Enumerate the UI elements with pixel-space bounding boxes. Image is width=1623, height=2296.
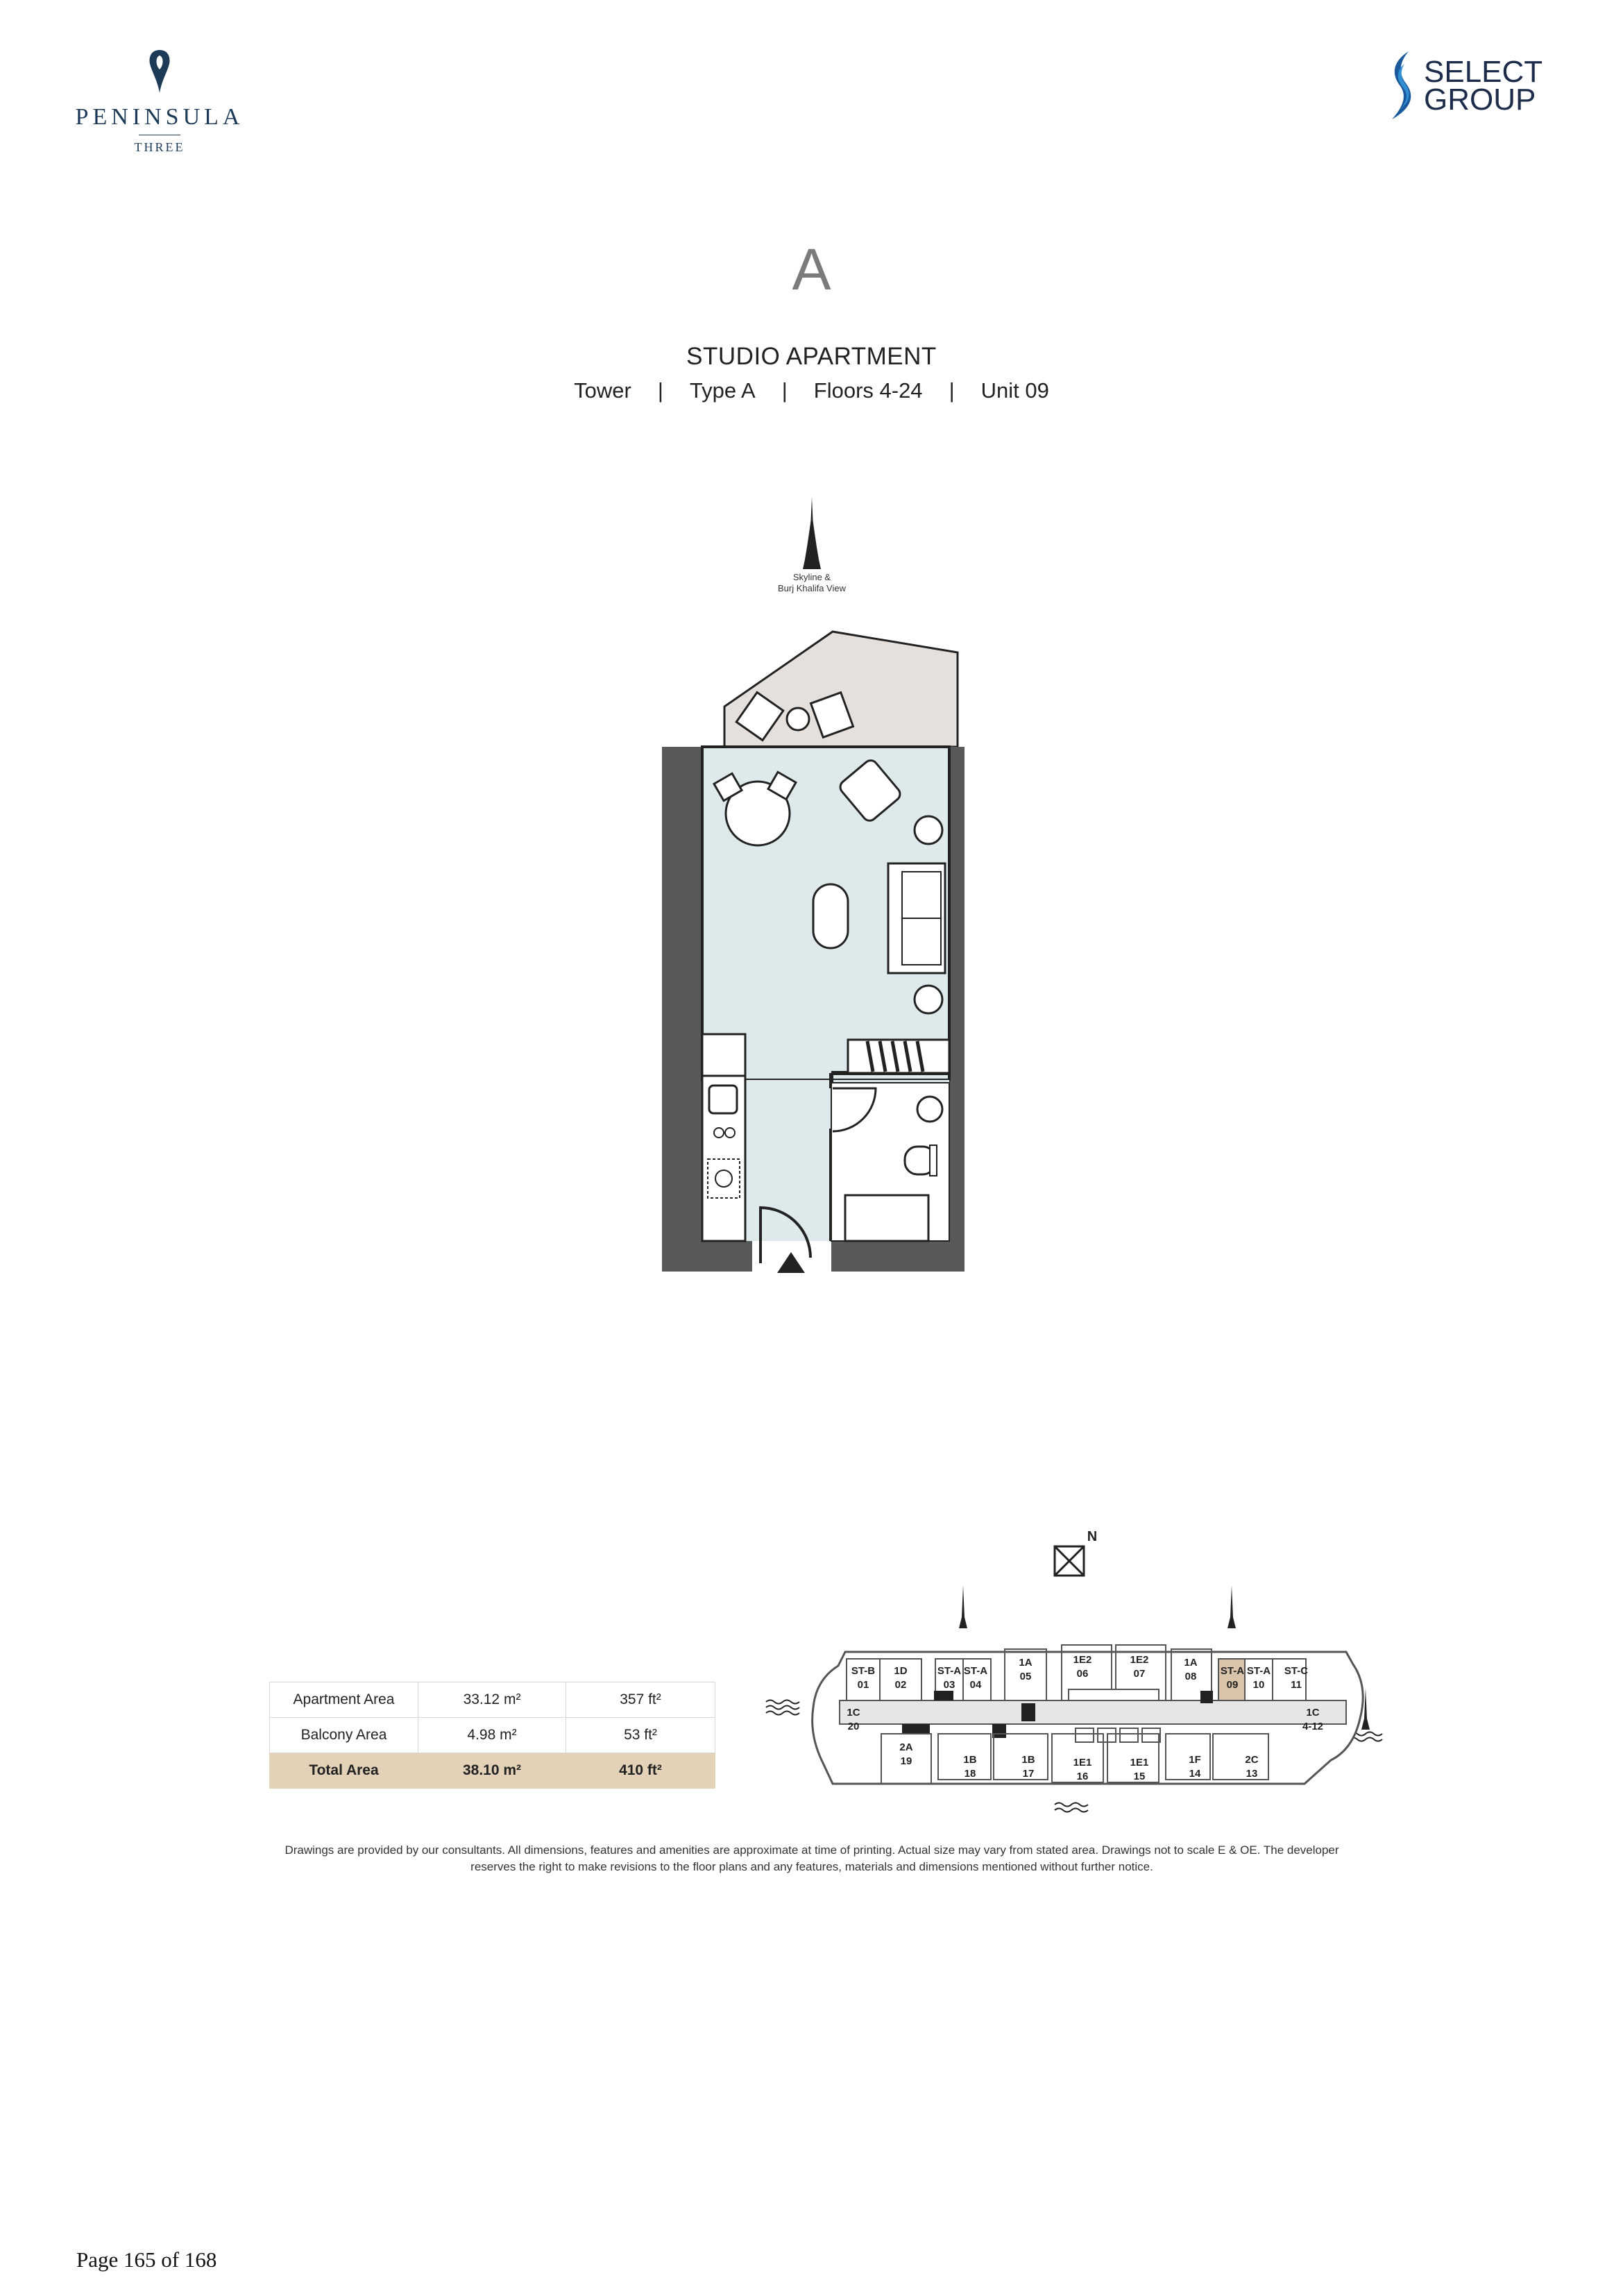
shower <box>845 1195 928 1241</box>
area-sqm: 4.98 m² <box>418 1718 566 1753</box>
svg-text:17: 17 <box>1022 1768 1035 1780</box>
page-number: Page 165 of 168 <box>76 2247 217 2272</box>
svg-text:02: 02 <box>894 1679 907 1691</box>
svg-text:01: 01 <box>857 1679 869 1691</box>
select-swoosh-icon <box>1388 50 1418 122</box>
area-label: Balcony Area <box>270 1718 418 1753</box>
svg-text:ST-A: ST-A <box>963 1665 988 1677</box>
svg-text:1A: 1A <box>1019 1657 1033 1669</box>
svg-text:06: 06 <box>1076 1668 1089 1680</box>
table-row-total <box>270 1753 715 1789</box>
svg-text:03: 03 <box>943 1679 955 1691</box>
bottom-right-wall <box>831 1241 965 1272</box>
svg-text:10: 10 <box>1252 1679 1265 1691</box>
north-compass-icon <box>1055 1529 1097 1576</box>
sink-icon <box>709 1086 737 1113</box>
view-label-line1: Skyline & <box>792 572 831 582</box>
unit-details-line <box>0 378 1623 403</box>
separator: | <box>949 378 955 403</box>
side-table <box>915 816 942 844</box>
svg-text:05: 05 <box>1019 1671 1032 1682</box>
logo-select-text: SELECT <box>1424 55 1543 89</box>
svg-text:09: 09 <box>1226 1679 1239 1691</box>
svg-text:14: 14 <box>1189 1768 1201 1780</box>
svg-text:4-12: 4-12 <box>1302 1721 1324 1732</box>
area-sqft: 53 ft² <box>566 1718 715 1753</box>
svg-text:15: 15 <box>1133 1771 1146 1782</box>
corridor <box>840 1700 1346 1724</box>
area-label: Apartment Area <box>270 1682 418 1718</box>
type-label: Type A <box>689 378 756 403</box>
svg-text:1B: 1B <box>1021 1754 1035 1766</box>
svg-text:ST-C: ST-C <box>1284 1665 1309 1677</box>
svg-text:19: 19 <box>900 1755 912 1767</box>
svg-text:1E1: 1E1 <box>1130 1757 1149 1769</box>
right-wall <box>949 747 965 1272</box>
svg-text:04: 04 <box>969 1679 982 1691</box>
svg-text:2A: 2A <box>899 1741 913 1753</box>
svg-text:1C: 1C <box>847 1707 860 1719</box>
logo-group-text: GROUP <box>1424 83 1536 117</box>
disclaimer-line1: Drawings are provided by our consultants. All dimensions, features and amenities are approximate at time of printing. Actual size may vary from stated area. Drawings not to scale E & OE. The developer <box>284 1843 1339 1857</box>
svg-text:20: 20 <box>847 1721 860 1732</box>
svg-text:1F: 1F <box>1189 1754 1201 1766</box>
logo-brand-text: PENINSULA <box>75 104 244 130</box>
svg-text:1C: 1C <box>1306 1707 1320 1719</box>
fridge <box>702 1034 745 1076</box>
svg-text:1E1: 1E1 <box>1073 1757 1092 1769</box>
burj-khalifa-icon <box>959 1585 967 1628</box>
bottom-left-wall <box>662 1241 752 1272</box>
area-sqm: 33.12 m² <box>418 1682 566 1718</box>
floor-plan <box>652 622 971 1288</box>
left-wall <box>662 747 702 1272</box>
svg-text:1D: 1D <box>894 1665 908 1677</box>
svg-text:ST-A: ST-A <box>1220 1665 1245 1677</box>
svg-text:1A: 1A <box>1184 1657 1198 1669</box>
svg-text:13: 13 <box>1246 1768 1258 1780</box>
area-table <box>269 1682 715 1789</box>
logo-sub-text: THREE <box>134 140 185 154</box>
page-title: STUDIO APARTMENT <box>686 343 937 370</box>
entry-arrow-icon <box>777 1252 805 1273</box>
burj-khalifa-icon <box>798 497 826 569</box>
area-sqft: 357 ft² <box>566 1682 715 1718</box>
table-row <box>270 1718 715 1753</box>
svg-text:ST-B: ST-B <box>851 1665 876 1677</box>
peninsula-logo <box>69 42 250 167</box>
svg-text:1E2: 1E2 <box>1073 1654 1092 1666</box>
svg-text:11: 11 <box>1291 1679 1302 1691</box>
select-group-logo <box>1388 49 1561 132</box>
area-sqm: 38.10 m² <box>418 1753 566 1789</box>
svg-text:ST-A: ST-A <box>1246 1665 1271 1677</box>
disclaimer <box>257 1842 1367 1875</box>
key-plan <box>756 1520 1402 1825</box>
svg-text:07: 07 <box>1133 1668 1146 1680</box>
coffee-table <box>813 884 848 948</box>
separator: | <box>781 378 788 403</box>
svg-text:18: 18 <box>964 1768 976 1780</box>
svg-text:1E2: 1E2 <box>1130 1654 1149 1666</box>
water-icon <box>766 1700 799 1715</box>
svg-text:ST-A: ST-A <box>937 1665 962 1677</box>
burj-khalifa-icon <box>1227 1585 1236 1628</box>
separator: | <box>657 378 663 403</box>
washbasin-icon <box>917 1097 942 1122</box>
svg-text:1B: 1B <box>963 1754 977 1766</box>
disclaimer-line2: reserves the right to make revisions to the floor plans and any features, materials and dimensions mentioned without further notice. <box>470 1860 1153 1873</box>
north-label: N <box>1087 1529 1098 1544</box>
table-row <box>270 1682 715 1718</box>
water-icon <box>1055 1803 1088 1812</box>
view-label-line2: Burj Khalifa View <box>777 583 847 593</box>
svg-text:08: 08 <box>1184 1671 1197 1682</box>
area-sqft: 410 ft² <box>566 1753 715 1789</box>
floors-label: Floors 4-24 <box>813 378 923 403</box>
svg-text:16: 16 <box>1076 1771 1089 1782</box>
tower-label: Tower <box>574 378 631 403</box>
pin-icon <box>147 49 172 94</box>
svg-text:2C: 2C <box>1245 1754 1259 1766</box>
area-label: Total Area <box>270 1753 418 1789</box>
unit-type-letter: A <box>792 237 831 302</box>
unit-label: Unit 09 <box>980 378 1049 403</box>
view-label <box>736 572 888 594</box>
balcony-table <box>787 708 809 730</box>
side-table <box>915 986 942 1013</box>
